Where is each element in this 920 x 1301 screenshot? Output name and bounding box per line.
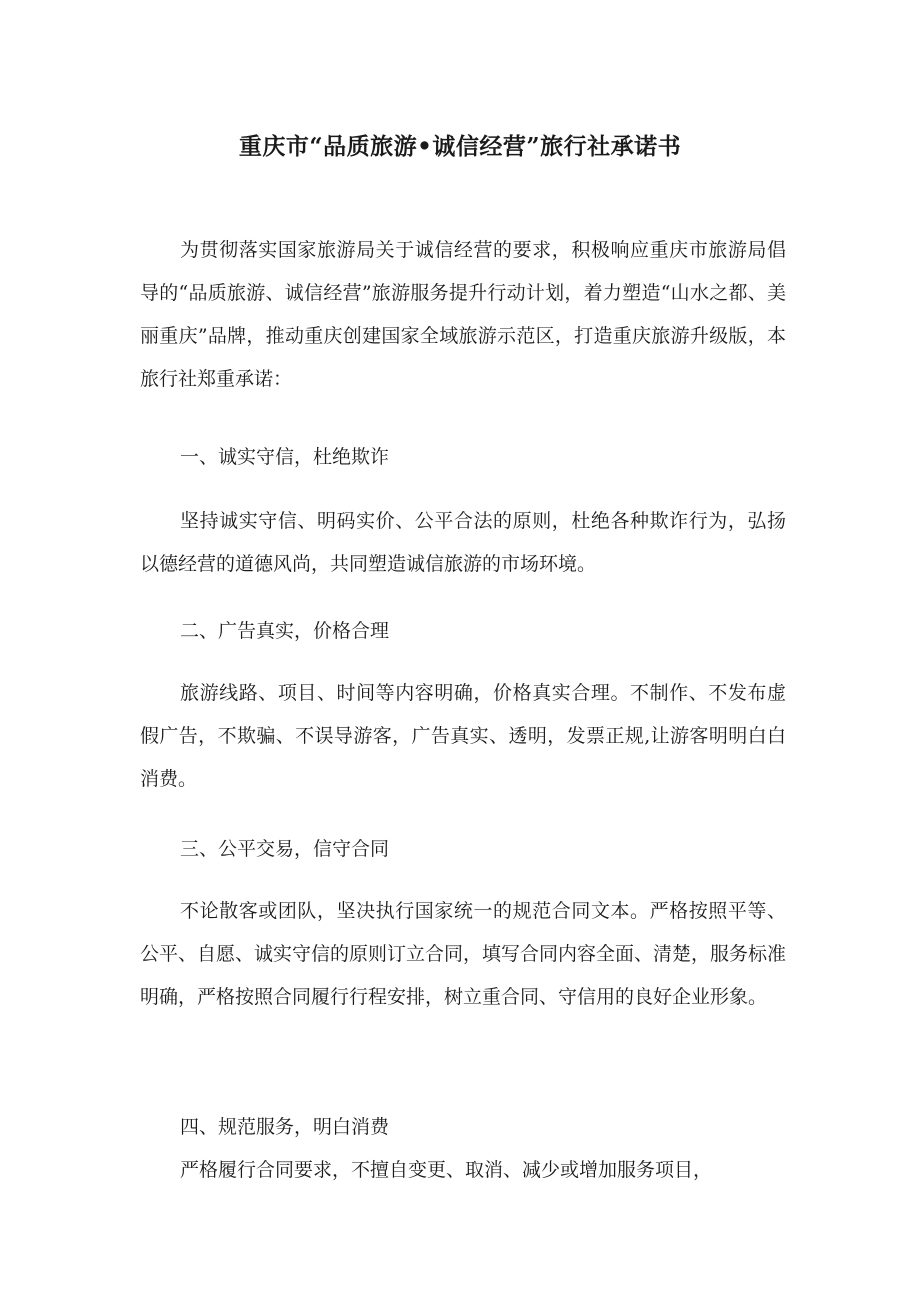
document-title: 重庆市“品质旅游•诚信经营”旅行社承诺书	[238, 133, 682, 161]
intro-paragraph: 为贯彻落实国家旅游局关于诚信经营的要求，积极响应重庆市旅游局倡导的“品质旅游、诚信经营”旅游服务提升行动计划，着力塑造“山水之都、美丽重庆”品牌，推动重庆创建国家全域旅游示范区，打造重庆旅游升级版，本旅行社郑重承诺：	[140, 239, 786, 390]
section-heading-2: 二、广告真实，价格合理	[180, 620, 390, 642]
section-heading-4: 四、规范服务，明白消费	[180, 1116, 390, 1138]
section-heading-1: 一、诚实守信，杜绝欺诈	[180, 446, 390, 468]
section-body-2: 旅游线路、项目、时间等内容明确，价格真实合理。不制作、不发布虚假广告，不欺骗、不误导游客，广告真实、透明，发票正规,让游客明明白白消费。	[140, 682, 786, 790]
section-body-4: 严格履行合同要求，不擅自变更、取消、减少或增加服务项目，	[180, 1159, 713, 1181]
section-heading-3: 三、公平交易，信守合同	[180, 838, 390, 860]
section-body-1: 坚持诚实守信、明码实价、公平合法的原则，杜绝各种欺诈行为，弘扬以德经营的道德风尚，共同塑造诚信旅游的市场环境。	[140, 510, 786, 575]
section-body-3: 不论散客或团队，坚决执行国家统一的规范合同文本。严格按照平等、公平、自愿、诚实守信的原则订立合同，填写合同内容全面、清楚，服务标准明确，严格按照合同履行行程安排，树立重合同、守信用的良好企业形象。	[140, 900, 787, 1008]
